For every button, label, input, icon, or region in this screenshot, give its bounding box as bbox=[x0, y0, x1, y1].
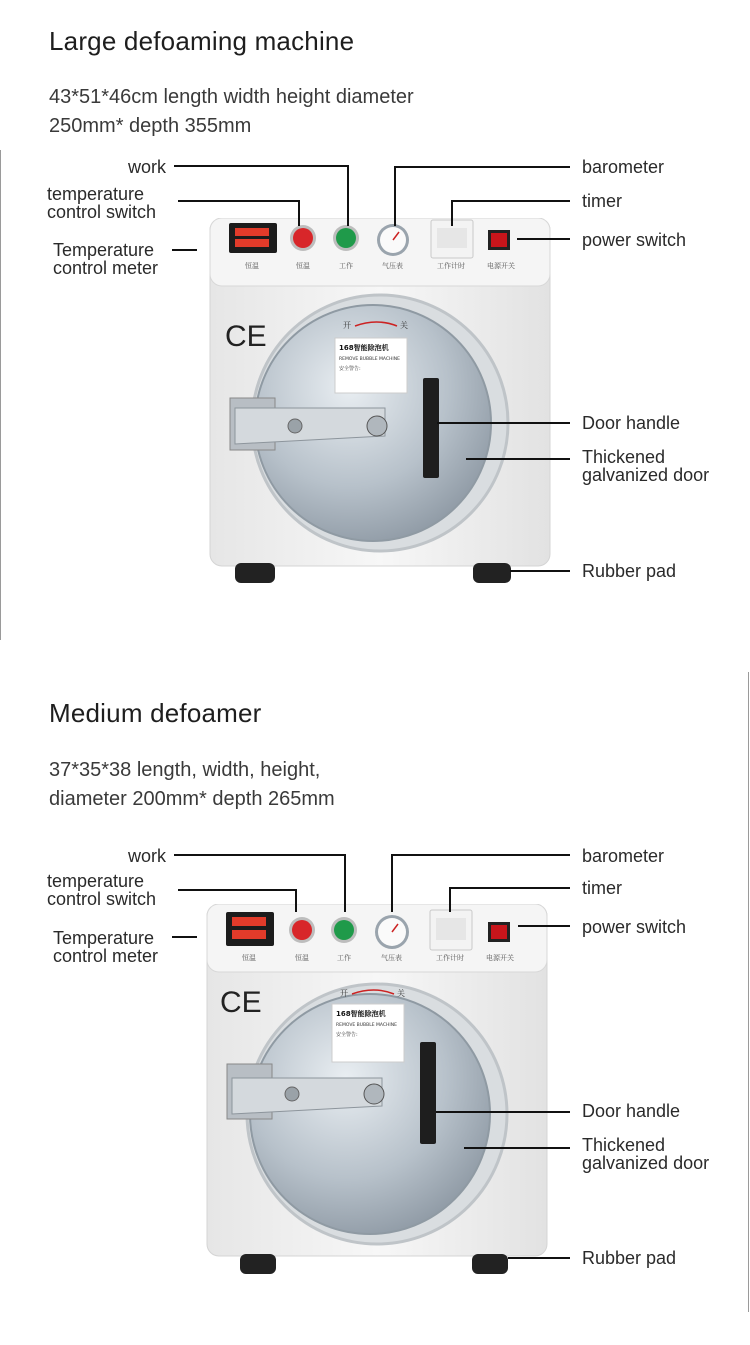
medium-sub-baro: 气压表 bbox=[381, 954, 402, 962]
large-label-power-switch: power switch bbox=[582, 230, 687, 250]
medium-sub-temp: 恒温 bbox=[242, 954, 256, 962]
medium-label-power-switch: power switch bbox=[582, 917, 687, 937]
medium-label-temp-meter: Temperature control meter bbox=[53, 928, 159, 966]
medium-label-temp-switch: temperature control switch bbox=[47, 871, 157, 909]
large-label-door: Thickened galvanized door bbox=[582, 447, 710, 485]
large-sub-heat: 恒温 bbox=[296, 262, 310, 270]
large-sub-work: 工作 bbox=[339, 262, 353, 270]
large-sub-temp: 恒温 bbox=[245, 262, 259, 270]
large-label-timer: timer bbox=[582, 191, 622, 211]
medium-machine-section bbox=[0, 672, 750, 1345]
large-label-rubber-pad: Rubber pad bbox=[582, 561, 677, 581]
large-sticker-title: 168智能除泡机 bbox=[339, 344, 389, 352]
medium-spec-line-2: diameter 200mm* depth 265mm bbox=[49, 788, 335, 810]
medium-title: Medium defoamer bbox=[49, 698, 262, 728]
medium-open-label: 开 bbox=[340, 989, 348, 998]
medium-close-label: 关 bbox=[397, 989, 405, 998]
large-sub-power: 电源开关 bbox=[487, 262, 515, 270]
large-ce-mark: CE bbox=[225, 320, 267, 353]
medium-sticker-warn: 安全警告: bbox=[336, 1032, 358, 1038]
large-sticker-warn: 安全警告: bbox=[339, 366, 361, 372]
medium-label-barometer: barometer bbox=[582, 846, 665, 866]
medium-sub-timer: 工作计时 bbox=[436, 954, 464, 962]
large-open-label: 开 bbox=[343, 321, 351, 330]
large-label-temp-switch: temperature control switch bbox=[47, 184, 157, 222]
large-sticker-sub: REMOVE BUBBLE MACHINE bbox=[339, 357, 400, 362]
large-spec-line-1: 43*51*46cm length width height diameter bbox=[49, 86, 414, 108]
medium-label-rubber-pad: Rubber pad bbox=[582, 1248, 677, 1268]
medium-sticker-title: 168智能除泡机 bbox=[336, 1010, 386, 1018]
medium-spec-line-1: 37*35*38 length, width, height, bbox=[49, 759, 321, 781]
medium-label-timer: timer bbox=[582, 878, 622, 898]
large-sub-baro: 气压表 bbox=[382, 262, 403, 270]
large-label-barometer: barometer bbox=[582, 157, 665, 177]
large-close-label: 关 bbox=[400, 321, 408, 330]
medium-sticker-sub: REMOVE BUBBLE MACHINE bbox=[336, 1023, 397, 1028]
large-spec-line-2: 250mm* depth 355mm bbox=[49, 115, 252, 137]
medium-leader-lines bbox=[0, 672, 750, 1345]
large-sub-timer: 工作计时 bbox=[437, 262, 465, 270]
large-label-temp-meter: Temperature control meter bbox=[53, 240, 159, 278]
medium-sub-work: 工作 bbox=[337, 954, 351, 962]
large-title: Large defoaming machine bbox=[49, 26, 355, 56]
large-label-work: work bbox=[127, 157, 166, 177]
medium-label-door-handle: Door handle bbox=[582, 1101, 681, 1121]
medium-sub-heat: 恒温 bbox=[295, 954, 309, 962]
large-machine-section bbox=[0, 0, 750, 672]
large-label-door-handle: Door handle bbox=[582, 413, 681, 433]
medium-label-door: Thickened galvanized door bbox=[582, 1135, 710, 1173]
medium-ce-mark: CE bbox=[220, 986, 262, 1019]
medium-sub-power: 电源开关 bbox=[486, 954, 514, 962]
medium-label-work: work bbox=[127, 846, 166, 866]
